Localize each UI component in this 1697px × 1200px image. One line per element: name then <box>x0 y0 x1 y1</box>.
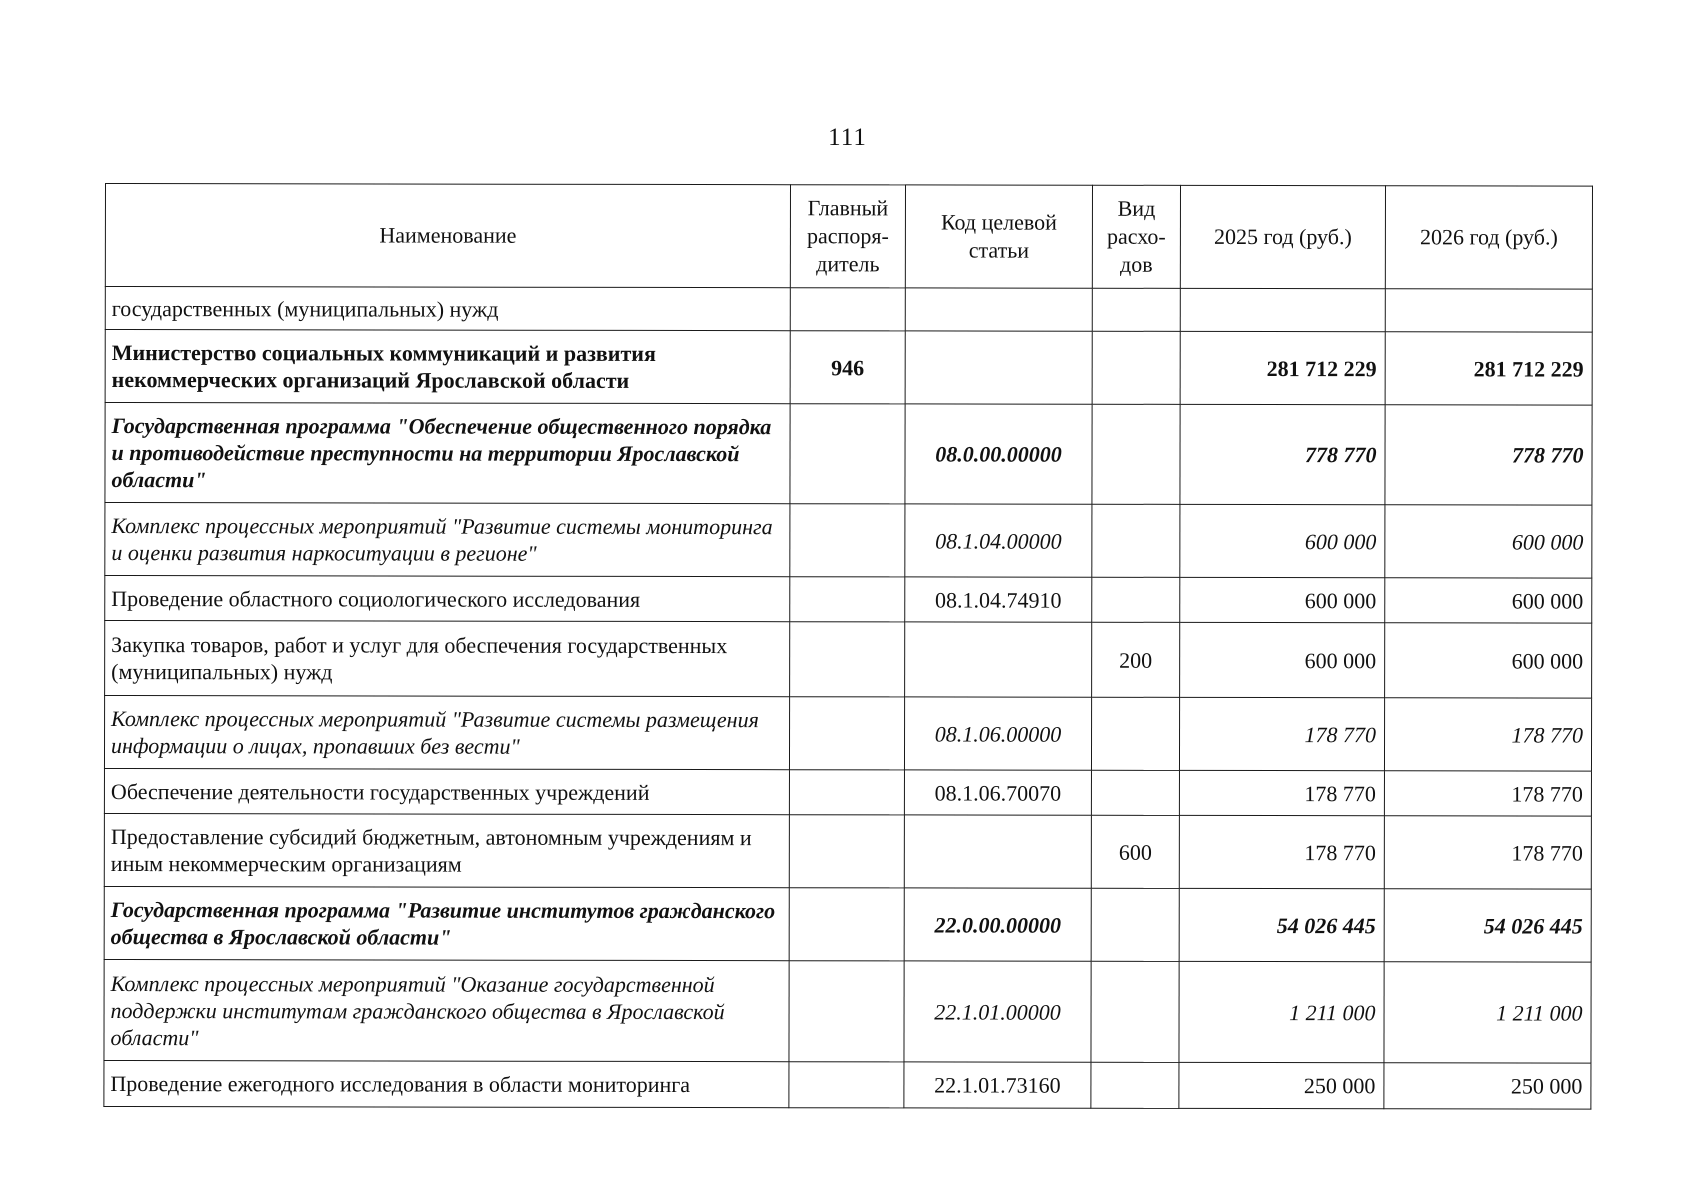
cell-manager <box>789 697 904 770</box>
cell-name: Закупка товаров, работ и услуг для обеспечения государственных (муниципальных) нужд <box>105 621 790 697</box>
cell-2025: 778 770 <box>1180 404 1385 504</box>
cell-kind <box>1091 770 1179 815</box>
header-code: Код целевой статьи <box>905 185 1092 288</box>
cell-manager <box>790 577 905 622</box>
cell-name: Проведение ежегодного исследования в области мониторинга <box>104 1060 789 1107</box>
cell-manager <box>789 888 904 961</box>
cell-2025: 281 712 229 <box>1180 331 1385 404</box>
cell-manager <box>789 961 904 1062</box>
cell-code <box>905 331 1092 404</box>
cell-2025: 600 000 <box>1180 577 1385 622</box>
cell-kind <box>1091 961 1179 1062</box>
cell-kind: 200 <box>1092 622 1180 697</box>
cell-manager <box>790 288 905 331</box>
cell-2026: 250 000 <box>1384 1063 1591 1109</box>
cell-2025 <box>1180 288 1385 331</box>
header-manager: Главный распоря-дитель <box>790 185 905 288</box>
cell-kind <box>1092 577 1180 622</box>
cell-name: Государственная программа "Развитие институтов гражданского общества в Ярославской области" <box>104 886 789 960</box>
table-row <box>104 696 1591 772</box>
cell-name: Предоставление субсидий бюджетным, автономным учреждениям и иным некоммерческим организациям <box>104 813 789 887</box>
cell-kind <box>1091 888 1179 961</box>
cell-name: государственных (муниципальных) нужд <box>105 287 790 331</box>
table-row <box>105 576 1592 624</box>
table-row <box>104 813 1591 889</box>
header-name: Наименование <box>105 184 790 288</box>
cell-2025: 178 770 <box>1179 697 1384 770</box>
cell-kind <box>1092 331 1180 404</box>
table-row <box>104 959 1591 1063</box>
table-row <box>104 1060 1591 1109</box>
cell-code: 08.1.06.00000 <box>904 697 1091 770</box>
cell-code: 22.0.00.00000 <box>904 888 1091 961</box>
cell-kind <box>1092 504 1180 577</box>
cell-manager <box>790 404 905 504</box>
cell-code: 08.1.04.74910 <box>905 577 1092 622</box>
cell-2026: 600 000 <box>1385 505 1592 578</box>
cell-kind <box>1091 1062 1179 1108</box>
cell-code: 08.0.00.00000 <box>905 404 1092 504</box>
cell-2026: 600 000 <box>1385 578 1592 623</box>
cell-manager: 946 <box>790 331 905 404</box>
cell-2026 <box>1385 289 1592 332</box>
cell-kind <box>1091 697 1179 770</box>
cell-code <box>904 815 1091 888</box>
cell-2026: 1 211 000 <box>1384 962 1591 1063</box>
cell-2025: 600 000 <box>1180 504 1385 577</box>
cell-2026: 54 026 445 <box>1384 889 1591 962</box>
cell-code <box>905 288 1092 331</box>
cell-code: 22.1.01.00000 <box>904 961 1091 1062</box>
cell-name: Проведение областного социологического исследования <box>105 576 790 622</box>
cell-name: Комплекс процессных мероприятий "Оказание государственной поддержки институтам гражданского общества в Ярославской области" <box>104 959 789 1061</box>
cell-2026: 778 770 <box>1385 405 1592 505</box>
page-number: 111 <box>828 124 867 151</box>
cell-manager <box>789 770 904 815</box>
cell-2025: 178 770 <box>1179 815 1384 888</box>
cell-name: Комплекс процессных мероприятий "Развитие системы мониторинга и оценки развития наркоситуации в регионе" <box>105 503 790 577</box>
cell-name: Государственная программа "Обеспечение общественного порядка и противодействие преступности на территории Ярославской области" <box>105 403 790 504</box>
header-2025: 2025 год (руб.) <box>1180 185 1385 288</box>
cell-code: 22.1.01.73160 <box>904 1062 1091 1108</box>
header-kind: Вид расхо-дов <box>1092 185 1180 288</box>
table-row <box>105 621 1592 699</box>
cell-kind: 600 <box>1091 815 1179 888</box>
table-row <box>104 769 1591 817</box>
cell-2026: 178 770 <box>1384 771 1591 816</box>
header-2026: 2026 год (руб.) <box>1385 186 1592 289</box>
cell-kind <box>1092 288 1180 331</box>
cell-2025: 250 000 <box>1179 1062 1384 1108</box>
table-row <box>104 886 1591 962</box>
cell-code: 08.1.06.70070 <box>904 770 1091 815</box>
cell-2026: 281 712 229 <box>1385 332 1592 405</box>
cell-2025: 54 026 445 <box>1179 888 1384 961</box>
cell-name: Министерство социальных коммуникаций и развития некоммерческих организаций Ярославской области <box>105 330 790 404</box>
header-row <box>105 184 1592 290</box>
cell-manager <box>790 622 905 697</box>
cell-2026: 178 770 <box>1384 698 1591 771</box>
cell-manager <box>790 504 905 577</box>
table-row <box>105 503 1592 579</box>
cell-2026: 178 770 <box>1384 816 1591 889</box>
cell-2025: 600 000 <box>1180 622 1385 697</box>
cell-name: Обеспечение деятельности государственных учреждений <box>104 769 789 815</box>
budget-table <box>103 183 1593 1110</box>
cell-2026: 600 000 <box>1385 623 1592 698</box>
cell-name: Комплекс процессных мероприятий "Развитие системы размещения информации о лицах, пропавших без вести" <box>104 696 789 770</box>
cell-2025: 178 770 <box>1179 770 1384 815</box>
cell-kind <box>1092 404 1180 504</box>
cell-manager <box>789 1062 904 1108</box>
cell-2025: 1 211 000 <box>1179 961 1384 1062</box>
cell-manager <box>789 815 904 888</box>
table-row <box>105 403 1592 506</box>
cell-code: 08.1.04.00000 <box>905 504 1092 577</box>
table-row <box>105 287 1592 333</box>
table-row <box>105 330 1592 406</box>
cell-code <box>905 622 1092 697</box>
